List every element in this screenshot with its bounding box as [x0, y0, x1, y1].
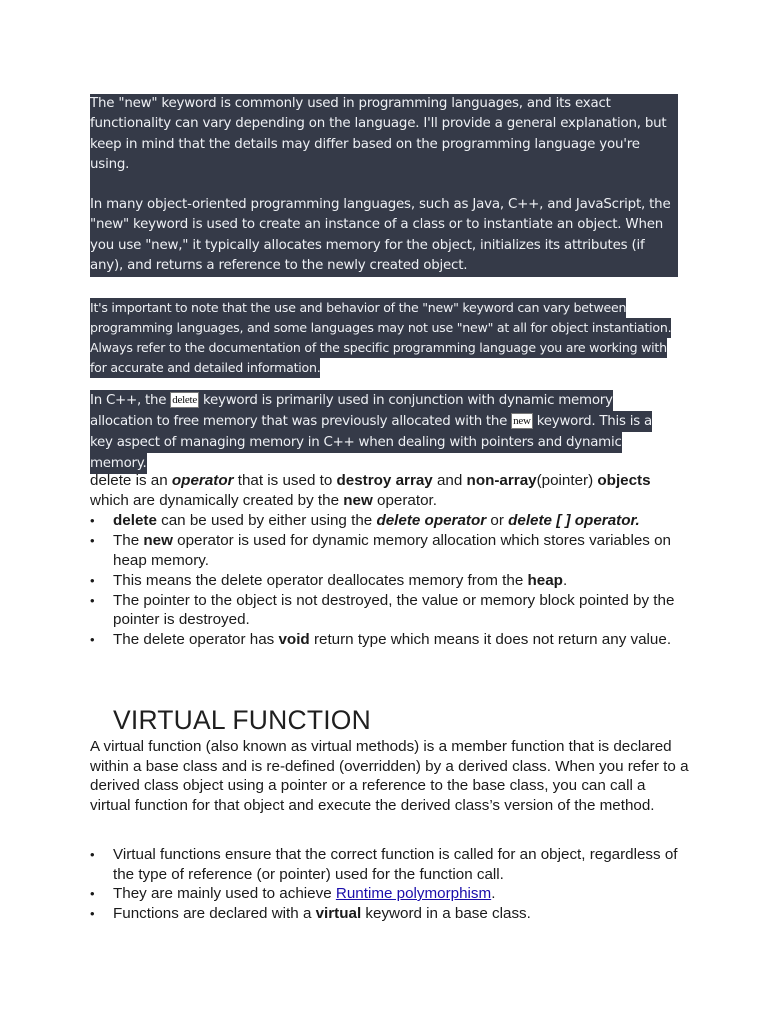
text-run: operator.	[372, 491, 437, 509]
line-text: keyword. This is a	[532, 414, 652, 429]
text-run: that is used to	[233, 472, 337, 489]
text-run: This means the delete operator deallocates memory from the	[113, 571, 528, 589]
text-run: keyword in a base class.	[361, 904, 531, 922]
text-run: non-array	[466, 472, 537, 489]
new-keyword-paragraph-1: The "new" keyword is commonly used in programming languages, and its exact functionality can vary depending on the language. I'll provide a general explanation, but keep in mind that the details may differ based on the programming language you're using.	[90, 96, 667, 172]
text-run: (pointer)	[536, 472, 598, 489]
list-item	[90, 884, 690, 904]
text-run: Virtual functions ensure that the correct function is called for an object, regardless of the type of reference (or pointer) used for the function call.	[113, 846, 678, 883]
text-run: new	[343, 491, 373, 509]
text-run: delete [ ] operator.	[508, 512, 640, 529]
list-item	[90, 511, 690, 531]
delete-intro-paragraph	[90, 471, 690, 510]
text-run: .	[491, 885, 496, 902]
code-new: new	[513, 415, 531, 427]
list-item	[90, 845, 690, 884]
text-run: delete	[113, 512, 157, 529]
text-run: They are mainly used to achieve	[113, 885, 336, 902]
delete-block-line	[90, 390, 613, 411]
text-run: return type which means it does not return any value.	[309, 631, 672, 648]
text-run: The	[113, 532, 144, 549]
virtual-intro-paragraph	[90, 737, 690, 815]
note-line: for accurate and detailed information.	[90, 358, 320, 378]
text-run: and	[432, 472, 467, 489]
text-run: which are dynamically created by the	[90, 491, 344, 509]
text-run: void	[278, 631, 310, 648]
virtual-bullet-list	[90, 845, 690, 923]
new-keyword-paragraph-2: In many object-oriented programming languages, such as Java, C++, and JavaScript, the "new" keyword is used to create an instance of a class or to instantiate an object. When you use "new," it typically allocates memory for the object, initializes its attributes (if any), and returns a reference to the newly created object.	[90, 197, 671, 274]
text-run: Functions are declared with a	[113, 904, 316, 922]
text-run: delete operator	[376, 512, 487, 529]
line-text: allocation to free memory that was previously allocated with the	[90, 414, 512, 429]
highlighted-delete-block	[90, 390, 682, 474]
list-item	[90, 531, 690, 570]
text-run: .	[562, 571, 568, 589]
note-line: It's important to note that the use and behavior of the "new" keyword can vary between	[90, 298, 626, 318]
line-text: keyword is primarily used in conjunction with dynamic memory	[199, 393, 613, 408]
virtual-function-heading: VIRTUAL FUNCTION	[113, 705, 371, 735]
delete-bullet-list	[90, 511, 690, 650]
text-run: The pointer to the object is not destroyed, the value or memory block pointed by the pointer is destroyed.	[113, 591, 675, 628]
text-run: The delete operator has	[113, 631, 279, 648]
text-run: can be used by either using the	[156, 512, 377, 529]
delete-intro-text	[90, 471, 690, 510]
highlighted-block-new-keyword	[90, 94, 678, 277]
text-run: objects	[597, 472, 651, 489]
code-delete: delete	[172, 394, 197, 406]
text-run: operator	[171, 472, 234, 489]
text-run: heap	[527, 571, 563, 589]
list-item	[90, 630, 690, 650]
delete-block-line: memory.	[90, 453, 147, 474]
text-run: destroy array	[336, 472, 433, 489]
note-line: Always refer to the documentation of the specific programming language you are working with	[90, 338, 667, 358]
text-run: operator is used for dynamic memory allocation which stores variables on heap memory.	[113, 532, 671, 569]
highlighted-note-block	[90, 298, 682, 378]
text-run: virtual	[315, 904, 362, 922]
text-run: delete is an	[90, 472, 172, 489]
text-run: or	[486, 512, 509, 529]
text-run: new	[143, 532, 173, 549]
delete-block-line: key aspect of managing memory in C++ when dealing with pointers and dynamic	[90, 432, 622, 453]
list-item	[90, 904, 690, 924]
note-line: programming languages, and some languages may not use "new" at all for object instantiation.	[90, 318, 671, 338]
virtual-intro-text: A virtual function (also known as virtual methods) is a member function that is declared within a base class and is re-defined (overridden) by a derived class. When you refer to a derived class object using a pointer or a reference to the base class, you can call a virtual function for that object and execute the derived class’s version of the method.	[90, 738, 689, 814]
runtime-polymorphism-link[interactable]: Runtime polymorphism	[335, 885, 492, 902]
list-item	[90, 571, 690, 591]
line-text: In C++, the	[90, 393, 171, 408]
delete-block-line	[90, 411, 652, 432]
list-item	[90, 591, 690, 630]
